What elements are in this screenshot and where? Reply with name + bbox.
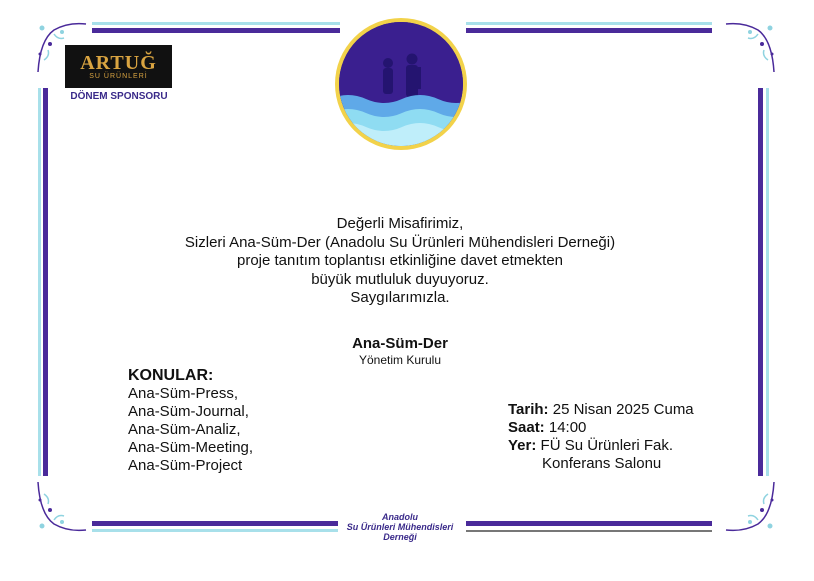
place-value-line2: Konferans Salonu: [542, 455, 662, 472]
message-line: Saygılarımızla.: [350, 289, 450, 306]
signature-name: Ana-Süm-Der: [352, 335, 448, 352]
topic-item: Ana-Süm-Analiz,: [128, 421, 241, 438]
border-top-right-cyan: [466, 22, 712, 25]
corner-ornament-bottom-right: [722, 478, 778, 534]
place-value: FÜ Su Ürünleri Fak.: [540, 437, 674, 454]
topic-item: Ana-Süm-Press,: [128, 385, 239, 402]
message-line: büyük mutluluk duyuyoruz.: [311, 270, 489, 288]
sponsor-logo: [65, 45, 172, 88]
border-left-purple: [43, 88, 48, 476]
border-bottom-right-purple: [466, 521, 712, 526]
border-bottom-left-cyan: [92, 529, 338, 532]
topic-item: Ana-Süm-Journal,: [128, 403, 249, 420]
corner-ornament-bottom-left: [34, 478, 90, 534]
association-emblem: [330, 17, 472, 151]
time-row: [508, 419, 694, 437]
topic-item: Ana-Süm-Project: [128, 457, 243, 474]
border-top-left-purple: [92, 28, 340, 33]
message-line: Sizleri Ana-Süm-Der (Anadolu Su Ürünleri Mühendisleri Derneği): [184, 233, 616, 251]
message-line: proje tanıtım toplantısı etkinliğine davet etmekten: [236, 252, 563, 269]
event-details: [508, 401, 694, 473]
topics-heading: KONULAR:: [128, 367, 214, 384]
topic-item: Ana-Süm-Meeting,: [128, 439, 254, 456]
border-left-cyan: [38, 88, 41, 476]
date-row: [508, 401, 694, 419]
sponsor-label: DÖNEM SPONSORU: [70, 91, 168, 102]
footer-line: Anadolu: [382, 512, 418, 522]
invitation-message: [150, 215, 650, 308]
border-right-purple: [758, 88, 763, 476]
sponsor-logo-name: ARTUĞ: [80, 52, 157, 74]
date-value: 25 Nisan 2025 Cuma: [552, 401, 694, 418]
footer-line: Su Ürünleri Mühendisleri: [346, 522, 454, 532]
place-label: Yer:: [508, 437, 537, 454]
message-line: Değerli Misafirimiz,: [336, 215, 464, 232]
signature-role: Yönetim Kurulu: [358, 353, 442, 367]
topics-list: [128, 367, 253, 475]
border-top-right-purple: [466, 28, 712, 33]
time-label: Saat:: [508, 419, 545, 436]
time-value: 14:00: [548, 419, 587, 436]
border-right-cyan: [766, 88, 769, 476]
border-bottom-right-grey: [466, 530, 712, 532]
footer-line: Derneği: [383, 532, 417, 542]
sponsor-logo-subtitle: SU ÜRÜNLERİ: [89, 73, 148, 80]
place-row: [508, 437, 694, 455]
footer-association-name: [320, 512, 480, 542]
corner-ornament-top-right: [722, 20, 778, 76]
border-bottom-left-purple: [92, 521, 338, 526]
date-label: Tarih:: [508, 401, 549, 418]
border-top-left-cyan: [92, 22, 340, 25]
